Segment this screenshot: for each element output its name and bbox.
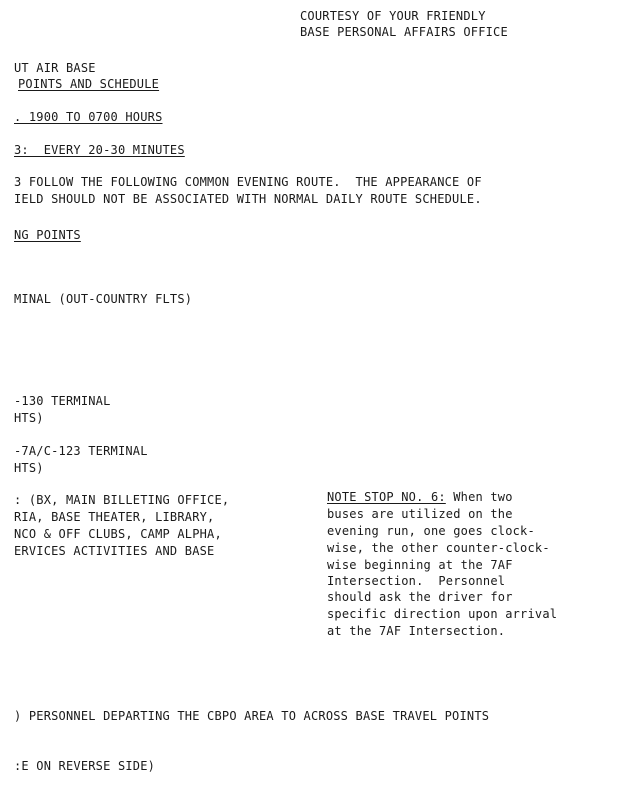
stop-c130-line-2: HTS) — [14, 411, 44, 425]
intro-line-2: IELD SHOULD NOT BE ASSOCIATED WITH NORMAL DAILY ROUTE SCHEDULE. — [14, 192, 482, 206]
note-line-4: wise, the other counter-clock- — [327, 541, 550, 555]
note-line-9: at the 7AF Intersection. — [327, 624, 506, 638]
stop-bx-line-4: ERVICES ACTIVITIES AND BASE — [14, 544, 215, 558]
stop-bx-line-2: RIA, BASE THEATER, LIBRARY, — [14, 510, 215, 524]
stop-c130-line-1: -130 TERMINAL — [14, 394, 111, 408]
title-line-2: POINTS AND SCHEDULE — [18, 77, 160, 91]
title-line-1: UT AIR BASE — [14, 61, 96, 75]
stop-bx-line-1: : (BX, MAIN BILLETING OFFICE, — [14, 493, 230, 507]
note-line-3: evening run, one goes clock- — [327, 524, 535, 538]
note-line-8: specific direction upon arrival — [327, 607, 558, 621]
stop-c7a-line-1: -7A/C-123 TERMINAL — [14, 444, 148, 458]
intro-line-1: 3 FOLLOW THE FOLLOWING COMMON EVENING ROUTE. THE APPEARANCE OF — [14, 175, 482, 189]
stop-bx-line-3: NCO & OFF CLUBS, CAMP ALPHA, — [14, 527, 222, 541]
frequency-line: 3: EVERY 20-30 MINUTES — [14, 143, 185, 157]
note-line-5: wise beginning at the 7AF — [327, 558, 513, 572]
note-line-7: should ask the driver for — [327, 590, 513, 604]
header-line-2: BASE PERSONAL AFFAIRS OFFICE — [300, 25, 508, 39]
note-line-6: Intersection. Personnel — [327, 574, 506, 588]
section-heading: NG POINTS — [14, 228, 81, 242]
hours-line: . 1900 TO 0700 HOURS — [14, 110, 163, 124]
note-line-2: buses are utilized on the — [327, 507, 513, 521]
note-line-1 — [327, 490, 513, 504]
header-line-1: COURTESY OF YOUR FRIENDLY — [300, 9, 486, 23]
stop-terminal: MINAL (OUT-COUNTRY FLTS) — [14, 292, 193, 306]
note-line-1-rest: When two — [445, 490, 513, 504]
footer-line-2: :E ON REVERSE SIDE) — [14, 759, 156, 773]
note-heading: NOTE STOP NO. 6: — [327, 490, 446, 504]
footer-line-1: ) PERSONNEL DEPARTING THE CBPO AREA TO ACROSS BASE TRAVEL POINTS — [14, 709, 490, 723]
stop-c7a-line-2: HTS) — [14, 461, 44, 475]
